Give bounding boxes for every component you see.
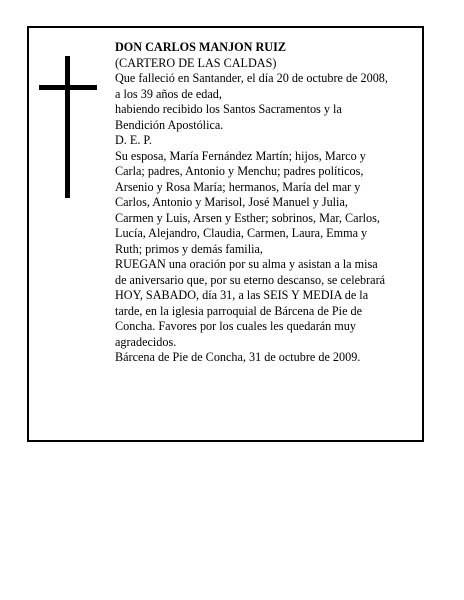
notice-line: tarde, en la iglesia parroquial de Bárcena de Pie de bbox=[115, 303, 363, 318]
notice-line: HOY, SABADO, día 31, a las SEIS Y MEDIA de la bbox=[115, 288, 369, 302]
notice-line: habiendo recibido los Santos Sacramentos y la bbox=[115, 102, 342, 116]
notice-line: Bendición Apostólica. bbox=[115, 117, 224, 132]
notice-line: Su esposa, María Fernández Martín; hijos, Marco y bbox=[115, 148, 366, 163]
notice-line: RUEGAN una oración por su alma y asistan a la misa bbox=[115, 257, 378, 271]
notice-line: Carlos, Antonio y Marisol, José Manuel y Julia, bbox=[115, 195, 348, 209]
cross-icon bbox=[39, 56, 97, 198]
notice-line: a los 39 años de edad, bbox=[115, 86, 222, 101]
notice-line: D. E. P. bbox=[115, 133, 152, 147]
notice-line: Concha. Favores por los cuales les quedarán muy bbox=[115, 319, 356, 333]
deceased-nickname: (CARTERO DE LAS CALDAS) bbox=[115, 55, 277, 70]
notice-line: Que falleció en Santander, el día 20 de octubre de 2008, bbox=[115, 71, 388, 85]
notice-line: Arsenio y Rosa María; hermanos, María del mar y bbox=[115, 179, 361, 194]
deceased-name: DON CARLOS MANJON RUIZ bbox=[115, 40, 286, 54]
notice-line: Carla; padres, Antonio y Menchu; padres políticos, bbox=[115, 164, 364, 178]
notice-line: Lucía, Alejandro, Claudia, Carmen, Laura, Emma y bbox=[115, 226, 368, 240]
cross-vertical-bar bbox=[65, 56, 70, 198]
notice-line: de aniversario que, por su eterno descanso, se celebrará bbox=[115, 272, 386, 287]
notice-line: agradecidos. bbox=[115, 334, 177, 349]
notice-line: Bárcena de Pie de Concha, 31 de octubre de 2009. bbox=[115, 350, 361, 364]
notice-line: Carmen y Luis, Arsen y Esther; sobrinos, Mar, Carlos, bbox=[115, 210, 380, 225]
notice-line: Ruth; primos y demás familia, bbox=[115, 241, 263, 256]
obituary-notice bbox=[27, 26, 424, 442]
cross-horizontal-bar bbox=[39, 85, 97, 90]
notice-text bbox=[115, 40, 427, 366]
